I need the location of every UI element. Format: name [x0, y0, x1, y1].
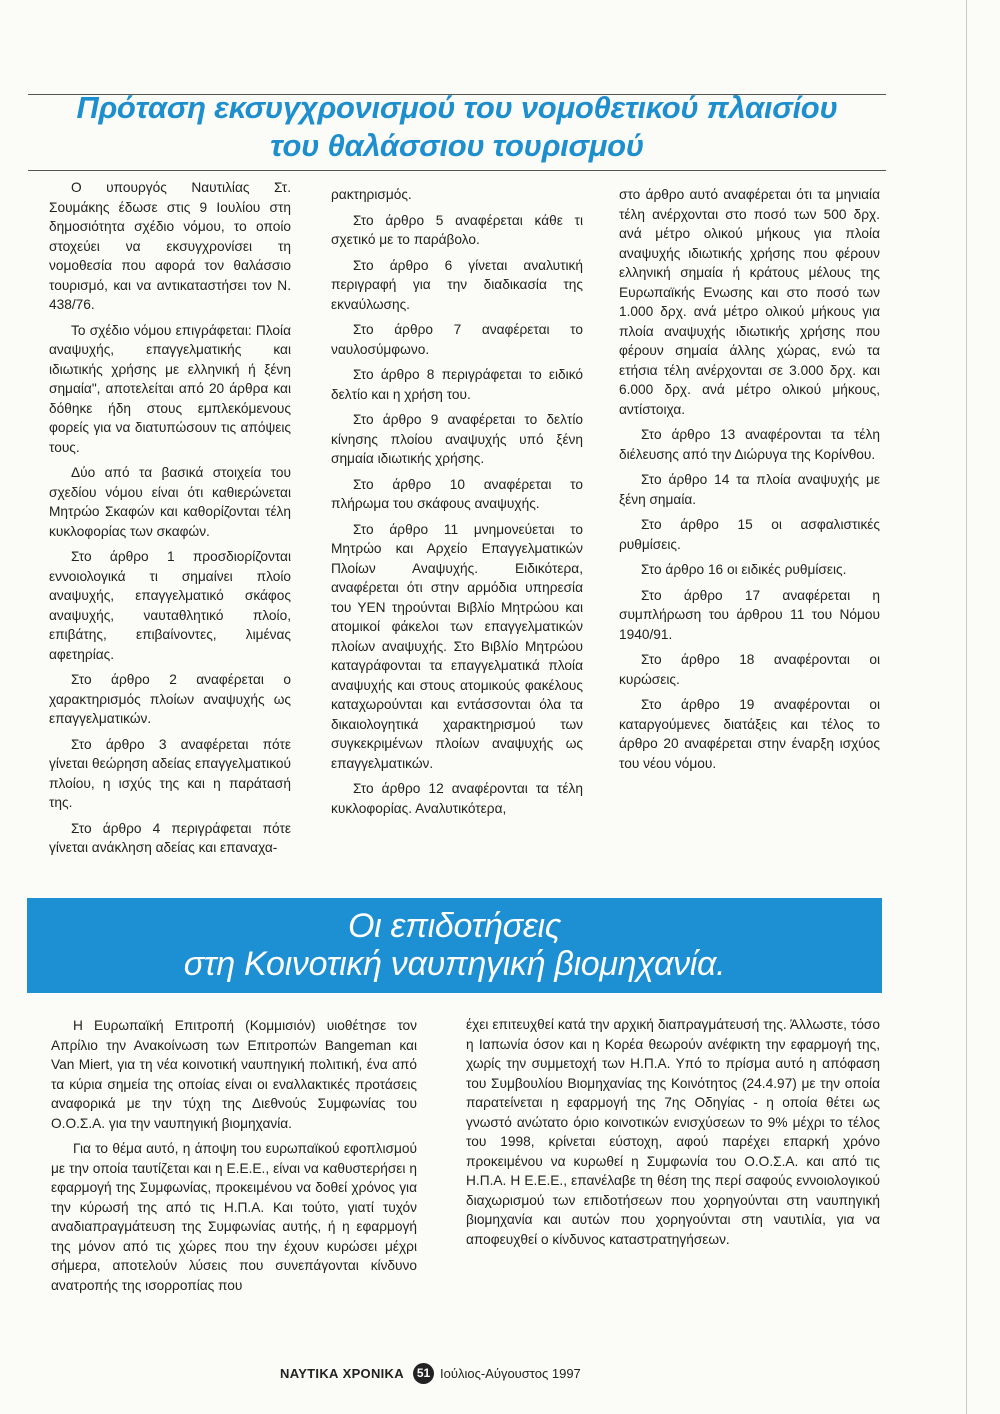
page-edge-line [966, 0, 967, 1414]
paragraph: Στο άρθρο 14 τα πλοία αναψυχής με ξένη σημαία. [619, 472, 880, 507]
paragraph: Στο άρθρο 4 περιγράφεται πότε γίνεται ανάκληση αδείας και επαναχα- [49, 820, 291, 855]
paragraph: Στο άρθρο 11 μνημονεύεται το Μητρώο και Αρχείο Επαγγελματικών Πλοίων Αναψυχής. Ειδικότερα, αναφέρεται ότι στην αρμόδια υπηρεσία του ΥΕΝ τηρούνται Βιβλίο Μητρώου και ατομικοί φάκελοι των επαγγελματικών πλοίων αναψυχής. Στο Βιβλίο Μητρώου καταγράφονται τα επαγγελματικά πλοία αναψυχής και στους ατομικούς φακέλους καταχωρούνται και εντάσσονται όλα τα δικαιολογητικά χαρακτηρισμού των συγκεκριμένων πλοίων αναψυχής ως επαγγελματικών. [331, 521, 583, 771]
paragraph: Στο άρθρο 19 αναφέρονται οι καταργούμενες διατάξεις και τέλος το άρθρο 20 αναφέρεται στην έναρξη ισχύος του νέου νόμου. [619, 697, 880, 771]
paragraph: Στο άρθρο 7 αναφέρεται το ναυλοσύμφωνο. [331, 322, 583, 357]
paragraph-continued: έχει επιτευχθεί κατά την αρχική διαπραγμάτευσή της. Άλλωστε, τόσο η Ιαπωνία όσον και η Κορέα θεωρούν ανέφικτη την εφαρμογή της, χωρίς την συμμετοχή των Η.Π.Α. Υπό το πρίσμα αυτό η απόφαση του Συμβουλίου Βιομηχανίας της Κοινότητος (24.4.97) με την οποία παρατείνεται η εφαρμογή της 7ης Οδηγίας - η οποία θέτει ως γνωστό ανώτατο όριο κοινοτικών ενισχύσεων το 9% μέχρι το τέλος του 1998, κρίνεται εύστοχη, αφού παρέχει επαρκή χρόνο προκειμένου να κυρωθεί η Συμφωνία του Ο.Ο.Σ.Α. και από τις Η.Π.Α. Η Ε.Ε.Ε., επανέλαβε τη θέση της περί σαφούς εννοιολογικού διαχωρισμού των επιδοτήσεων που χορηγούνται στη ναυπηγική βιομηχανία και αυτών που χορηγούνται στη ναυτιλία, για να αποφευχθεί ο κίνδυνος καταστρατηγήσεων. [466, 1017, 880, 1247]
paragraph: Στο άρθρο 16 οι ειδικές ρυθμίσεις. [641, 562, 847, 577]
paragraph: Στο άρθρο 18 αναφέρονται οι κυρώσεις. [619, 652, 880, 687]
paragraph: Η Ευρωπαϊκή Επιτροπή (Κομμισιόν) υιοθέτησε τον Απρίλιο την Ανακοίνωση των Επιτροπών Bangeman και Van Miert, για τη νέα κοινοτική ναυπηγική πολιτική, ένα από τα κύρια σημεία της οποίας είναι οι εναλλακτικές προτάσεις αναφορικά με την τύχη της Διεθνούς Συμφωνίας του Ο.Ο.Σ.Α. για την ναυπηγική βιομηχανία. [51, 1018, 417, 1131]
paragraph: Στο άρθρο 10 αναφέρεται το πλήρωμα του σκάφους αναψυχής. [331, 476, 583, 511]
article2-title-line1: Οι επιδοτήσεις [348, 907, 561, 945]
paragraph: Για το θέμα αυτό, η άποψη του ευρωπαϊκού εφοπλισμού με την οποία ταυτίζεται και η Ε.Ε.Ε., είναι να καθυστερήσει η εφαρμογή της Συμφωνίας, προκειμένου να δοθεί χρόνος για την κύρωσή της από τις Η.Π.Α. Και τούτο, γιατί τυχόν αναδιαπραγμάτευση της Συμφωνίας αυτής, ή η εφαρμογή της μόνον από τις χώρες που την έχουν κυρώσει μέχρι σήμερα, αποτελούν λύσεις που συνεπάγονται κίνδυνο ανατροπής της ισορροπίας που [51, 1141, 417, 1293]
article1-column-1 [49, 178, 291, 864]
article2-column-1 [51, 1016, 417, 1301]
paragraph: Στο άρθρο 6 γίνεται αναλυτική περιγραφή για την διαδικασία της εκναύλωσης. [331, 257, 583, 312]
article1-title-line2: του θαλάσσιου τουρισμού [270, 128, 644, 163]
magazine-name: ΝΑΥΤΙΚΑ ΧΡΟΝΙΚΑ [280, 1366, 404, 1381]
paragraph: Στο άρθρο 2 αναφέρεται ο χαρακτηρισμός πλοίων αναψυχής ως επαγγελματικών. [49, 672, 291, 726]
paragraph: Στο άρθρο 17 αναφέρεται η συμπλήρωση του άρθρου 11 του Νόμου 1940/91. [619, 587, 880, 642]
article1-column-2 [331, 185, 583, 824]
paragraph: Στο άρθρο 13 αναφέρονται τα τέλη διέλευσης από την Διώρυγα της Κορίνθου. [619, 427, 880, 462]
page-number: 51 [413, 1363, 434, 1384]
article1-column-3 [619, 185, 880, 779]
issue-date: Ιούλιος-Αύγουστος 1997 [440, 1366, 581, 1381]
paragraph: Στο άρθρο 9 αναφέρεται το δελτίο κίνησης πλοίου αναψυχής υπό ξένη σημαία ιδιωτικής χρήσης. [331, 412, 583, 466]
title-bottom-rule [28, 170, 886, 171]
article2-title-banner [27, 898, 882, 993]
paragraph: Στο άρθρο 5 αναφέρεται κάθε τι σχετικό με το παράβολο. [331, 212, 583, 247]
article2-title-line2: στη Κοινοτική ναυπηγική βιομηχανία. [183, 945, 726, 983]
paragraph: Στο άρθρο 3 αναφέρεται πότε γίνεται θεώρηση αδείας επαγγελματικού πλοίου, η ισχύς της και η παράτασή της. [49, 736, 291, 810]
page-footer [0, 1363, 1000, 1385]
paragraph: Στο άρθρο 15 οι ασφαλιστικές ρυθμίσεις. [619, 517, 880, 552]
paragraph: Ο υπουργός Ναυτιλίας Στ. Σουμάκης έδωσε στις 9 Ιουλίου στη δημοσιότητα σχέδιο νόμου, το οποίο στοχεύει να εκσυγχρονίσει τη νομοθεσία που αφορά τον θαλάσσιο τουρισμό, και να αντικαταστήσει τον Ν. 438/76. [49, 180, 291, 312]
paragraph: Το σχέδιο νόμου επιγράφεται: Πλοία αναψυχής, επαγγελματικής και ιδιωτικής χρήσης με ελληνική ή ξένη σημαία", αποτελείται από 20 άρθρα και δόθηκε ήδη στους εμπλεκόμενους φορείς για να διατυπώσουν τις απόψεις τους. [49, 322, 291, 455]
paragraph: Στο άρθρο 8 περιγράφεται το ειδικό δελτίο και η χρήση του. [331, 367, 583, 402]
paragraph: Στο άρθρο 1 προσδιορίζονται εννοιολογικά τι σημαίνει πλοίο αναψυχής, επαγγελματικό σκάφος αναψυχής, ναυταθλητικό πλοίο, επιβάτης, επιβαίνοντες, λιμένας αφετηρίας. [49, 549, 291, 662]
paragraph-continued: ρακτηρισμός. [331, 187, 412, 202]
paragraph: Στο άρθρο 12 αναφέρονται τα τέλη κυκλοφορίας. Αναλυτικότερα, [331, 781, 583, 816]
paragraph-continued: στο άρθρο αυτό αναφέρεται ότι τα μηνιαία τέλη ανέρχονται στο ποσό των 500 δρχ. ανά μέτρο ολικού μήκους για πλοία αναψυχής ιδιωτικής χρήσης που φέρουν ελληνική σημαία ή κράτους μέλους της Ευρωπαϊκής Ενωσης και στο ποσό των 1.000 δρχ. ανά μέτρο ολικού μήκους για πλοία αναψυχής ιδιωτικής χρήσης που φέρουν σημαία άλλης χώρας, ενώ τα ετήσια τέλη ανέρχονται σε 3.000 δρχ. και 6.000 δρχ. ανά μέτρο ολικού μήκους, αντίστοιχα. [619, 187, 880, 417]
article2-column-2 [466, 1015, 880, 1255]
paragraph: Δύο από τα βασικά στοιχεία του σχεδίου νόμου είναι ότι καθιερώνεται Μητρώο Σκαφών και καθορίζονται τέλη κυκλοφορίας των σκαφών. [49, 465, 291, 539]
article1-title-line1: Πρόταση εκσυγχρονισμού του νομοθετικού πλαισίου [76, 90, 838, 125]
